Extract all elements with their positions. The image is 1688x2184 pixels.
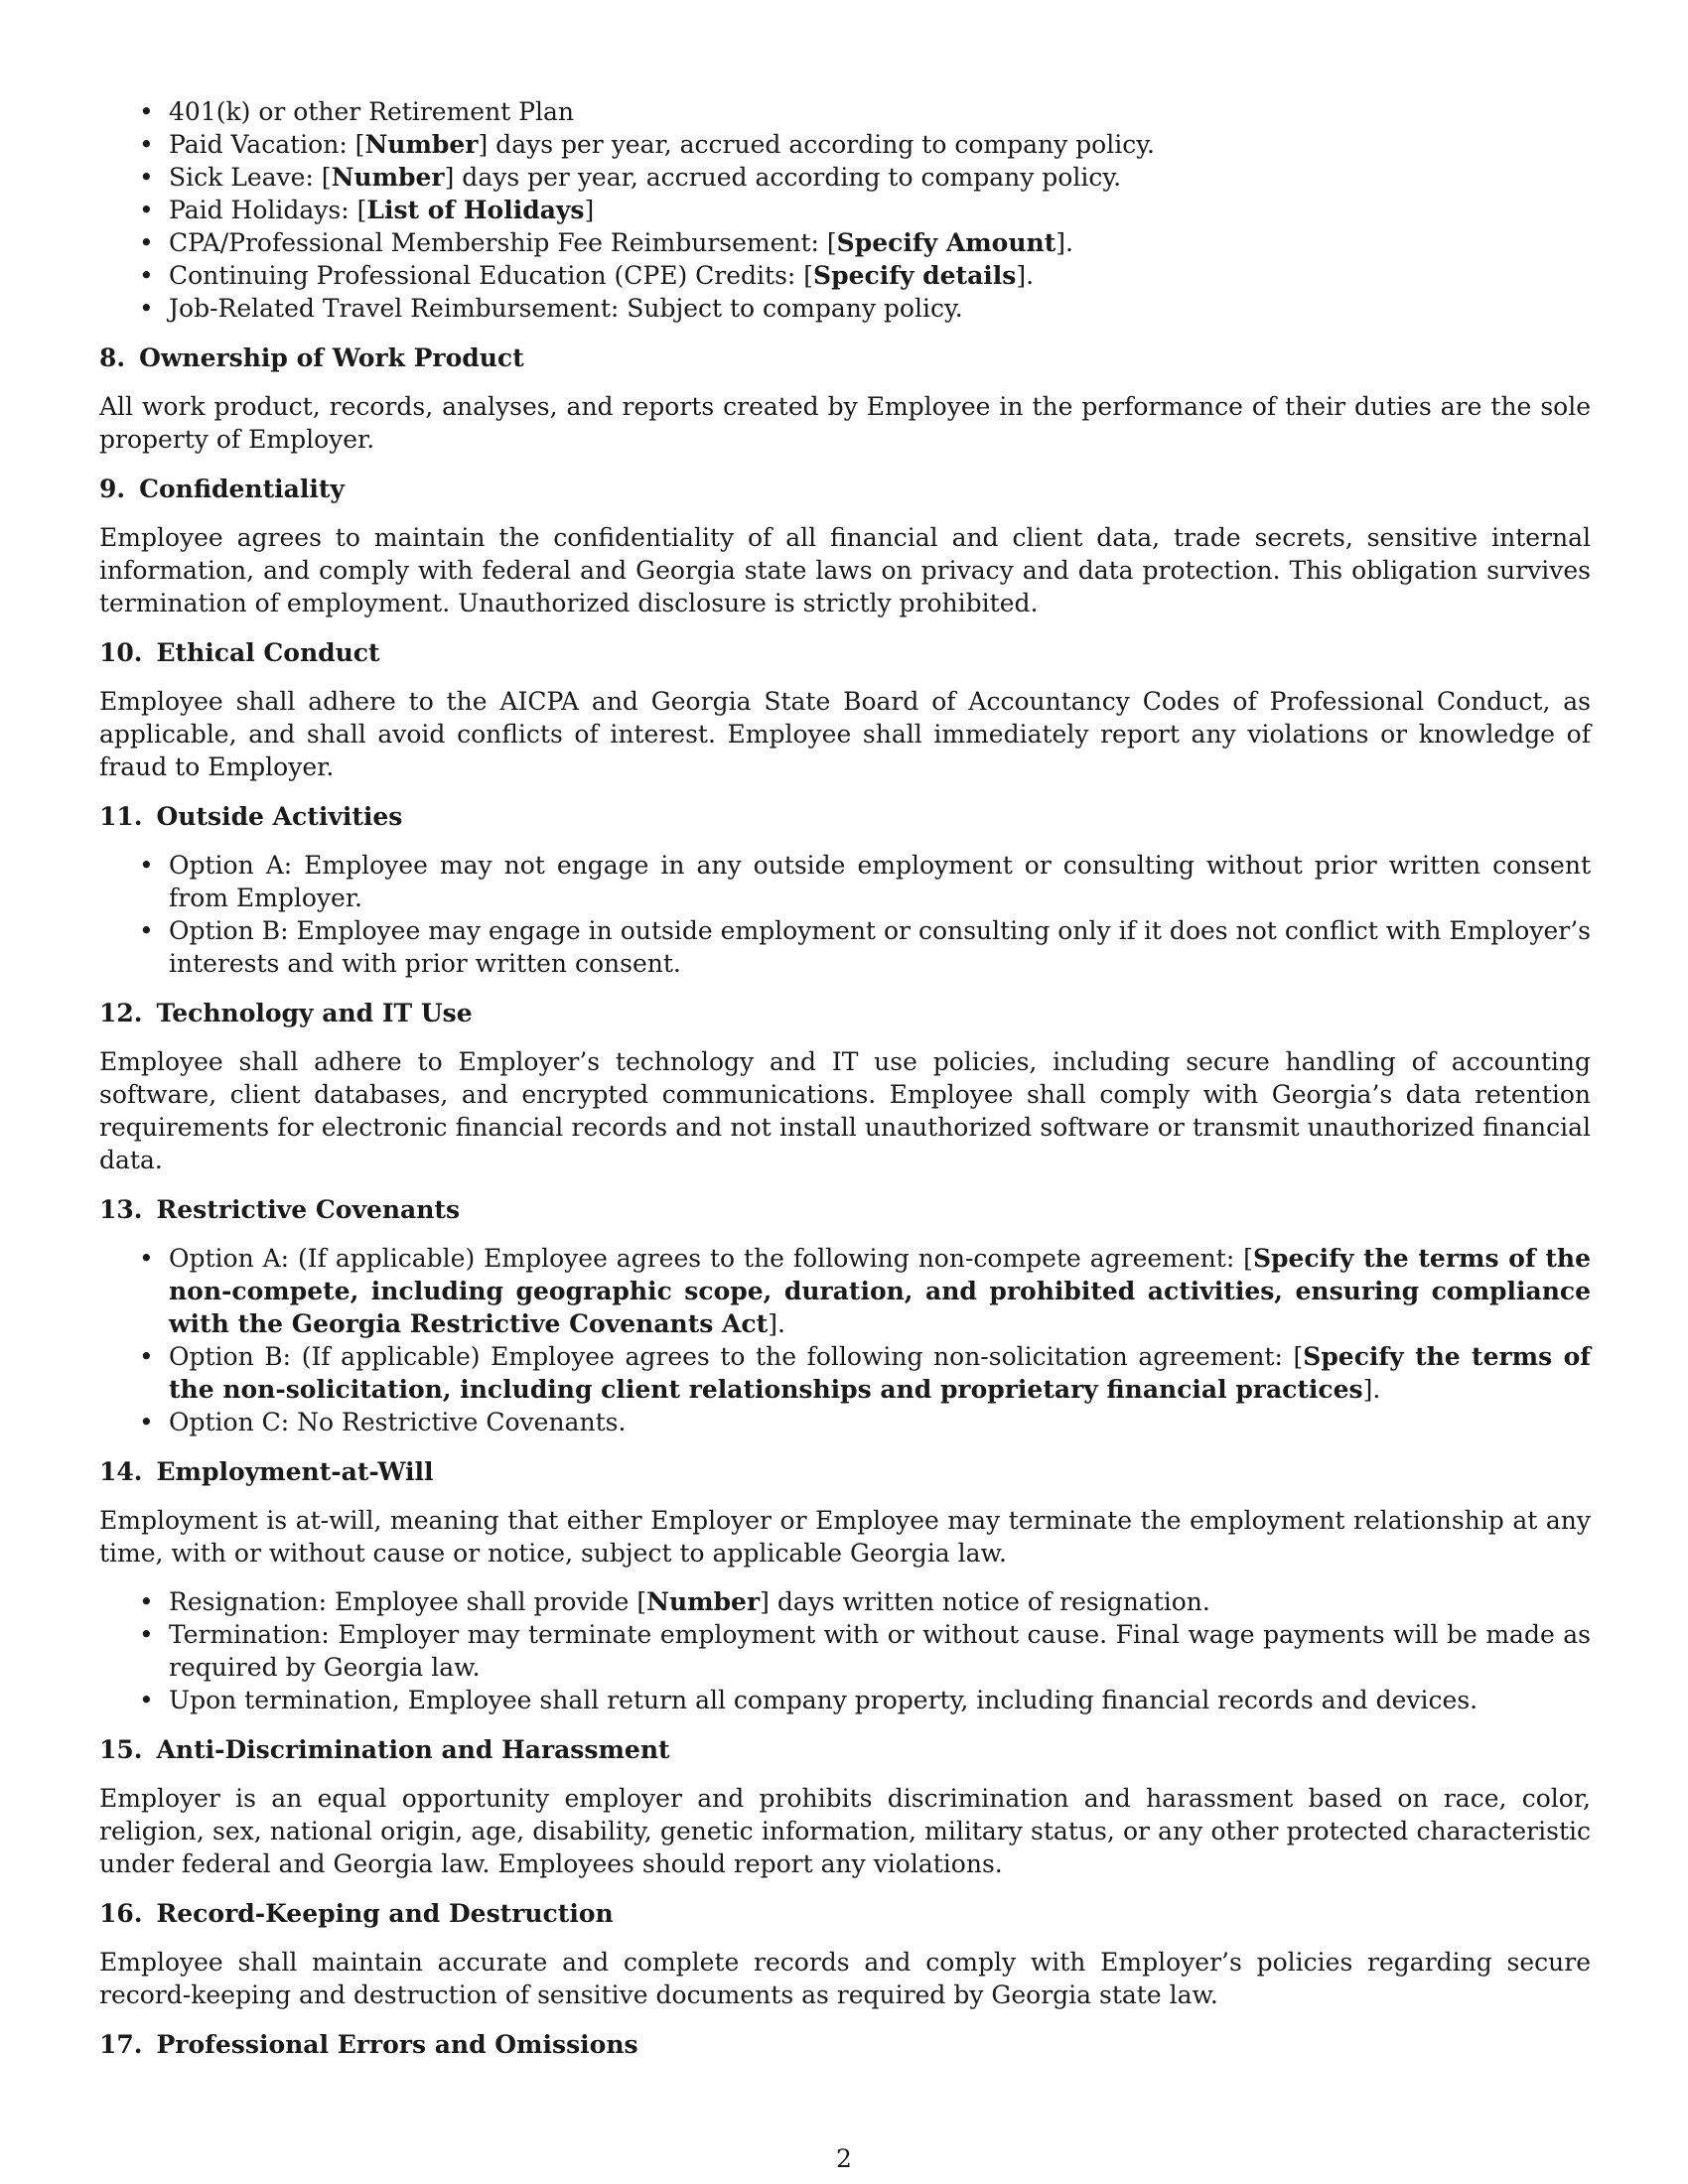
benefit-item: • Sick Leave: [Number] days per year, accrued according to company policy. (169, 161, 1591, 194)
list-item: • Option A: (If applicable) Employee agrees to the following non-compete agreement: [Specify the terms of the non-compete, including geographic scope, duration, and prohibited activities, ensuring compliance with the Georgia Restrictive Covenants Act]. (169, 1242, 1591, 1340)
section-heading-professional-errors: 17. Professional Errors and Omissions (99, 2030, 638, 2059)
benefit-item: • Paid Holidays: [List of Holidays] (169, 194, 1591, 226)
section-body-record-keeping: Employee shall maintain accurate and complete records and comply with Employer’s policies regarding secure record-keeping and destruction of sensitive documents as required by Georgia state law. (99, 1948, 1591, 2009)
benefits-list (99, 95, 1591, 325)
section-heading-confidentiality: 9. Confidentiality (99, 475, 345, 503)
section-body-technology: Employee shall adhere to Employer’s technology and IT use policies, including secure handling of accounting software, client databases, and encrypted communications. Employee shall comply with Georgia’s data retention requirements for electronic financial records and not install unauthorized software or transmit unauthorized financial data. (99, 1047, 1591, 1174)
list-item: • Termination: Employer may terminate employment with or without cause. Final wage payments will be made as required by Georgia law. (169, 1618, 1591, 1684)
list-item: • Resignation: Employee shall provide [Number] days written notice of resignation. (169, 1585, 1591, 1618)
document-page (99, 95, 1591, 2077)
list-item: • Option C: No Restrictive Covenants. (169, 1406, 1591, 1438)
list-item: • Option B: (If applicable) Employee agrees to the following non-solicitation agreement: [Specify the terms of the non-solicitation, including client relationships and proprietary financial practices]. (169, 1340, 1591, 1406)
section-body-employment-at-will: Employment is at-will, meaning that either Employer or Employee may terminate the employment relationship at any time, with or without cause or notice, subject to applicable Georgia law. (99, 1506, 1591, 1568)
benefit-item: • 401(k) or other Retirement Plan (169, 95, 1591, 128)
section-heading-employment-at-will: 14. Employment-at-Will (99, 1457, 434, 1486)
list-item: • Option A: Employee may not engage in any outside employment or consulting without prior written consent from Employer. (169, 849, 1591, 914)
section-body-ownership: All work product, records, analyses, and reports created by Employee in the performance of their duties are the sole property of Employer. (99, 392, 1591, 454)
benefit-item: • CPA/Professional Membership Fee Reimbursement: [Specify Amount]. (169, 226, 1591, 259)
section-body-anti-discrimination: Employer is an equal opportunity employer and prohibits discrimination and harassment based on race, color, religion, sex, national origin, age, disability, genetic information, military status, or any other protected characteristic under federal and Georgia law. Employees should report any violations. (99, 1784, 1591, 1878)
section-heading-record-keeping: 16. Record-Keeping and Destruction (99, 1899, 614, 1928)
section-heading-anti-discrimination: 15. Anti-Discrimination and Harassment (99, 1735, 670, 1764)
section-body-ethical-conduct: Employee shall adhere to the AICPA and Georgia State Board of Accountancy Codes of Professional Conduct, as applicable, and shall avoid conflicts of interest. Employee shall immediately report any violations or knowledge of fraud to Employer. (99, 687, 1591, 781)
list-item: • Upon termination, Employee shall return all company property, including financial records and devices. (169, 1684, 1591, 1716)
benefit-item: • Job-Related Travel Reimbursement: Subject to company policy. (169, 292, 1591, 325)
benefit-item: • Continuing Professional Education (CPE) Credits: [Specify details]. (169, 259, 1591, 292)
page-number: 2 (836, 2144, 852, 2173)
restrictive-covenants-list (99, 1242, 1591, 1438)
outside-activities-list (99, 849, 1591, 980)
list-item: • Option B: Employee may engage in outside employment or consulting only if it does not conflict with Employer’s interests and with prior written consent. (169, 914, 1591, 980)
section-heading-technology: 12. Technology and IT Use (99, 999, 473, 1027)
section-heading-ownership: 8. Ownership of Work Product (99, 343, 524, 372)
section-heading-restrictive-covenants: 13. Restrictive Covenants (99, 1195, 461, 1224)
section-heading-ethical-conduct: 10. Ethical Conduct (99, 638, 380, 667)
employment-at-will-list (99, 1585, 1591, 1716)
section-heading-outside-activities: 11. Outside Activities (99, 802, 403, 831)
benefit-item: • Paid Vacation: [Number] days per year, accrued according to company policy. (169, 128, 1591, 161)
section-body-confidentiality: Employee agrees to maintain the confidentiality of all financial and client data, trade secrets, sensitive internal information, and comply with federal and Georgia state laws on privacy and data protection. This obligation survives termination of employment. Unauthorized disclosure is strictly prohibited. (99, 523, 1591, 617)
